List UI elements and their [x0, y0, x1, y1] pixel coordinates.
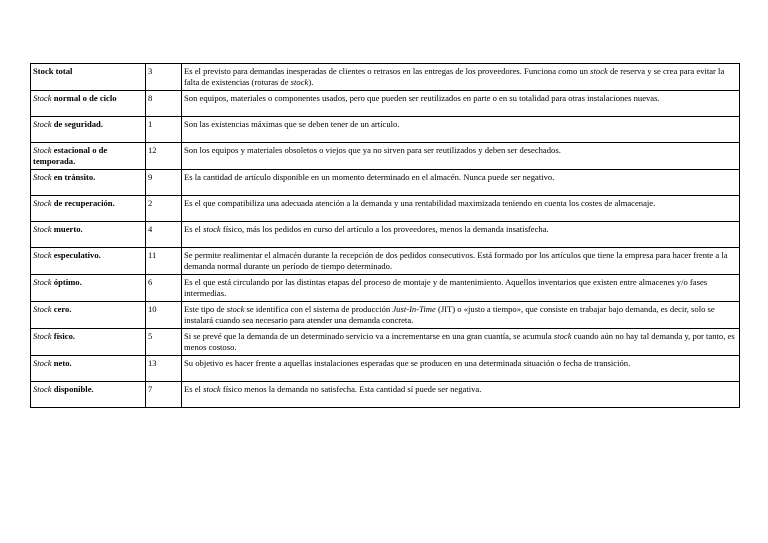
match-number: 5 — [146, 329, 182, 356]
stock-type-description: Es el previsto para demandas inesperadas de clientes o retrasos en las entregas de los proveedores. Funciona como un stock de reserva y se crea para evitar la falta de existencias (roturas de stock). — [182, 64, 740, 91]
stock-type-term: Stock cero. — [31, 302, 146, 329]
table-row — [31, 275, 740, 302]
stock-type-term: Stock en tránsito. — [31, 170, 146, 196]
stock-type-term: Stock muerto. — [31, 222, 146, 248]
match-number: 7 — [146, 382, 182, 408]
match-number: 9 — [146, 170, 182, 196]
stock-type-term: Stock disponible. — [31, 382, 146, 408]
match-number: 10 — [146, 302, 182, 329]
table-row — [31, 117, 740, 143]
match-number: 1 — [146, 117, 182, 143]
stock-type-description: Es la cantidad de artículo disponible en un momento determinado en el almacén. Nunca puede ser negativo. — [182, 170, 740, 196]
stock-type-term: Stock total — [31, 64, 146, 91]
match-number: 6 — [146, 275, 182, 302]
match-number: 11 — [146, 248, 182, 275]
stock-type-description: Es el stock físico, más los pedidos en curso del artículo a los proveedores, menos la demanda insatisfecha. — [182, 222, 740, 248]
table-row — [31, 91, 740, 117]
table-row — [31, 170, 740, 196]
table-row — [31, 356, 740, 382]
table-row — [31, 143, 740, 170]
stock-type-term: Stock de recuperación. — [31, 196, 146, 222]
stock-type-term: Stock de seguridad. — [31, 117, 146, 143]
match-number: 2 — [146, 196, 182, 222]
match-number: 3 — [146, 64, 182, 91]
stock-type-description: Es el stock físico menos la demanda no satisfecha. Esta cantidad sí puede ser negativa. — [182, 382, 740, 408]
stock-type-description: Es el que compatibiliza una adecuada atención a la demanda y una rentabilidad maximizada teniendo en cuenta los costes de almacenaje. — [182, 196, 740, 222]
stock-type-description: Es el que está circulando por las distintas etapas del proceso de montaje y de mantenimiento. Aquellos inventarios que existen entre almacenes y/o fases intermedias. — [182, 275, 740, 302]
match-number: 12 — [146, 143, 182, 170]
stock-type-description: Se permite realimentar el almacén durante la recepción de dos pedidos consecutivos. Está formado por los artículos que tiene la empresa para hacer frente a la demanda normal durante un período de tiempo determinado. — [182, 248, 740, 275]
stock-type-term: Stock óptimo. — [31, 275, 146, 302]
match-number: 13 — [146, 356, 182, 382]
stock-type-term: Stock estacional o de temporada. — [31, 143, 146, 170]
table-row — [31, 329, 740, 356]
stock-type-description: Su objetivo es hacer frente a aquellas instalaciones esperadas que se producen en una determinada situación o fecha de transición. — [182, 356, 740, 382]
stock-type-term: Stock neto. — [31, 356, 146, 382]
table-row — [31, 196, 740, 222]
stock-type-term: Stock físico. — [31, 329, 146, 356]
stock-type-description: Son equipos, materiales o componentes usados, pero que pueden ser reutilizados en parte o en su totalidad para otras instalaciones nuevas. — [182, 91, 740, 117]
table-row — [31, 248, 740, 275]
match-number: 4 — [146, 222, 182, 248]
stock-types-table — [30, 63, 740, 408]
stock-type-description: Si se prevé que la demanda de un determinado servicio va a incrementarse en una gran cuantía, se acumula stock cuando aún no hay tal demanda y, por tanto, es menos costoso. — [182, 329, 740, 356]
table-row — [31, 302, 740, 329]
stock-type-term: Stock normal o de ciclo — [31, 91, 146, 117]
table-row — [31, 222, 740, 248]
stock-type-description: Este tipo de stock se identifica con el sistema de producción Just-In-Time (JIT) o «justo a tiempo», que consiste en trabajar bajo demanda, es decir, solo se instalará cuando sea necesario para atender una demanda concreta. — [182, 302, 740, 329]
table-body — [31, 64, 740, 408]
stock-type-description: Son los equipos y materiales obsoletos o viejos que ya no sirven para ser reutilizados y deben ser desechados. — [182, 143, 740, 170]
table-row — [31, 64, 740, 91]
stock-type-description: Son las existencias máximas que se deben tener de un artículo. — [182, 117, 740, 143]
stock-type-term: Stock especulativo. — [31, 248, 146, 275]
table-row — [31, 382, 740, 408]
match-number: 8 — [146, 91, 182, 117]
